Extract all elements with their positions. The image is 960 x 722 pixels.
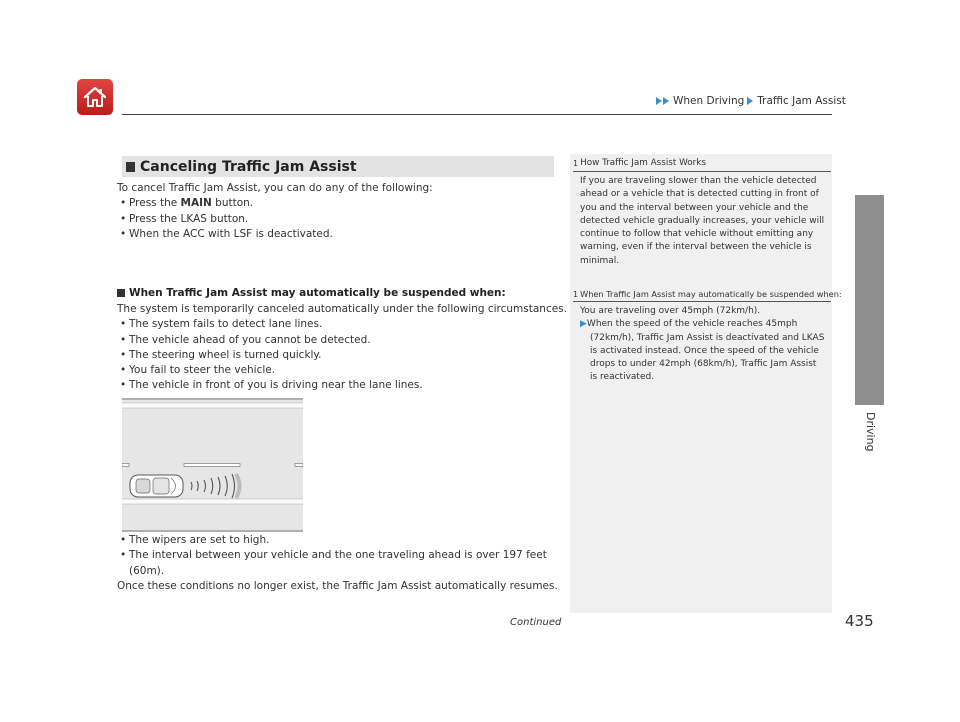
note-line: continue to follow that vehicle without emitting any [580, 229, 814, 240]
note-line: (72km/h), Traffic Jam Assist is deactivated and LKAS [590, 332, 825, 343]
main-button-label: MAIN [180, 197, 212, 210]
note-number: 1 [573, 289, 579, 299]
page-number: 435 [845, 612, 874, 630]
note-line: is activated instead. Once the speed of the vehicle [590, 345, 819, 356]
note-arrow-text: When the speed of the vehicle reaches 45mph [586, 319, 798, 330]
square-bullet-icon [126, 162, 135, 172]
press-prefix: Press the [129, 197, 181, 210]
note-body [580, 305, 824, 385]
cancel-instructions [117, 181, 433, 242]
breadcrumb-traffic-jam-assist[interactable]: Traffic Jam Assist [757, 95, 846, 107]
note-title [573, 289, 842, 299]
cancel-intro: To cancel Traffic Jam Assist, you can do any of the following: [117, 182, 433, 194]
note-arrow-line [580, 318, 824, 331]
resume-text: Once these conditions no longer exist, the Traffic Jam Assist automatically resumes. [117, 579, 558, 592]
car-icon [130, 475, 183, 497]
list-item [117, 196, 433, 211]
note-line: you and the interval between your vehicle and the [580, 202, 809, 213]
note-line: detected vehicle gradually increases, your vehicle will [580, 215, 825, 226]
list-item: • The wipers are set to high. [117, 533, 558, 548]
breadcrumb-arrow-icon [663, 97, 669, 105]
header-divider [122, 114, 832, 115]
list-item: • The vehicle in front of you is driving near the lane lines. [117, 378, 567, 393]
note-line: is reactivated. [590, 372, 655, 383]
chapter-tab-label: Driving [864, 412, 877, 452]
breadcrumb [656, 95, 846, 107]
arrow-icon: ▶ [580, 319, 587, 330]
note-divider [573, 301, 831, 302]
home-icon [82, 85, 108, 109]
note-line: warning, even if the interval between the vehicle is [580, 242, 812, 253]
section-title: Canceling Traffic Jam Assist [140, 158, 357, 175]
list-item-continuation: (60m). [129, 564, 165, 577]
breadcrumb-arrow-icon [747, 97, 753, 105]
suspend-heading-text: When Traffic Jam Assist may automatically be suspended when: [129, 287, 506, 299]
note-line: drops to under 42mph (68km/h), Traffic Jam Assist [590, 359, 817, 370]
lane-diagram [122, 398, 303, 532]
home-button[interactable] [77, 79, 113, 115]
list-item: • The interval between your vehicle and the one traveling ahead is over 197 feet [117, 548, 558, 563]
note-title [573, 158, 706, 168]
list-item: • The steering wheel is turned quickly. [117, 348, 567, 363]
note-line: You are traveling over 45mph (72km/h). [580, 306, 761, 316]
note-title-text: When Traffic Jam Assist may automatically be suspended when: [580, 289, 842, 299]
continued-label: Continued [510, 617, 562, 628]
additional-conditions [117, 533, 558, 594]
list-item: • The vehicle ahead of you cannot be detected. [117, 333, 567, 348]
note-line: ahead or a vehicle that is detected cutting in front of [580, 189, 819, 200]
note-line: minimal. [580, 255, 620, 266]
chapter-tab[interactable] [855, 195, 884, 405]
suspend-intro: The system is temporarily canceled automatically under the following circumstances. [117, 303, 567, 315]
note-body [580, 175, 824, 268]
breadcrumb-arrow-icon [656, 97, 662, 105]
note-title-text: How Traffic Jam Assist Works [580, 158, 706, 168]
list-item: • You fail to steer the vehicle. [117, 363, 567, 378]
section-heading [122, 156, 554, 177]
note-number: 1 [573, 158, 579, 168]
list-item: • The system fails to detect lane lines. [117, 317, 567, 332]
list-item: • Press the LKAS button. [117, 212, 433, 227]
press-suffix: button. [211, 197, 254, 210]
suspend-conditions [117, 302, 567, 394]
note-line: If you are traveling slower than the vehicle detected [580, 176, 817, 186]
square-bullet-icon [117, 289, 125, 297]
breadcrumb-when-driving[interactable]: When Driving [673, 95, 745, 107]
note-divider [573, 171, 831, 172]
list-item: • When the ACC with LSF is deactivated. [117, 227, 433, 242]
suspend-heading [117, 287, 506, 299]
